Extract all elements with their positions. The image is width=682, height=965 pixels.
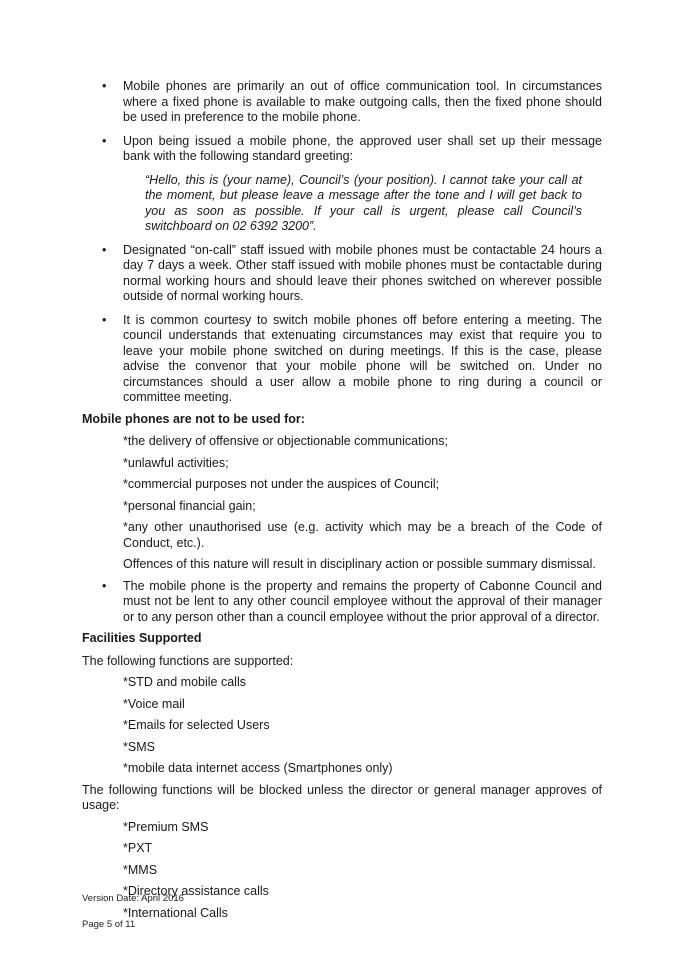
list-item: *International Calls [123,905,228,920]
list-item: *MMS [123,862,158,877]
bullet-icon: • [102,242,107,257]
supported-intro: The following functions are supported: [82,653,294,668]
list-item [82,313,602,406]
list-item: *Directory assistance calls [123,884,269,898]
list-item [82,79,602,126]
bullet-text: The mobile phone is the property and remains the property of Cabonne Council and must not be lent to any other council employee without the approval of their manager or to any person other than a council employee without the prior approval of a director. [123,578,602,624]
bullet-text: Mobile phones are primarily an out of office communication tool. In circumstances where a fixed phone is available to make outgoing calls, then the fixed phone should be used in preference to the mobile phone. [123,79,602,124]
list-item: *Emails for selected Users [123,718,270,732]
blocked-intro: The following functions will be blocked unless the director or general manager approves of usage: [82,782,602,812]
bullet-text: It is common courtesy to switch mobile phones off before entering a meeting. The council understands that extenuating circumstances may exist that require you to leave your mobile phone switched on during meetings. If this is the case, please advise the convenor that your mobile phone will be switched on. Under no circumstances should a user allow a mobile phone to ring during a council or committee meeting. [123,312,602,404]
list-item [82,134,602,165]
footer-version-date: Version Date: April 2016 [82,893,184,904]
list-item: *SMS [123,739,155,754]
document-page [82,79,602,927]
list-item: *Voice mail [123,696,185,711]
bullet-icon: • [102,79,107,93]
list-item [82,243,602,305]
not-used-list [82,434,602,573]
bullet-list-top [82,79,602,165]
list-item: *any other unauthorised use (e.g. activity which may be a breach of the Code of Conduct, etc.). [123,520,602,550]
blocked-list [82,820,602,922]
bullet-list-mid [82,243,602,406]
bullet-icon: • [102,312,107,327]
bullet-text: Upon being issued a mobile phone, the approved user shall set up their message bank with the following standard greeting: [123,133,602,163]
list-item: *unlawful activities; [123,455,229,470]
list-item: *mobile data internet access (Smartphones only) [123,761,393,775]
section-heading-facilities: Facilities Supported [82,631,202,645]
list-item: *Premium SMS [123,819,209,834]
offences-note: Offences of this nature will result in disciplinary action or possible summary dismissal. [123,557,596,571]
bullet-list-property [82,579,602,626]
list-item: *STD and mobile calls [123,675,246,689]
greeting-quote: “Hello, this is (your name), Council’s (your position). I cannot take your call at the moment, but please leave a message after the tone and I will get back to you as soon as possible. If your call is urgent, please call Council’s switchboard on 02 6392 3200”. [145,172,582,233]
list-item: *personal financial gain; [123,498,256,513]
list-item [82,579,602,626]
footer-page-number: Page 5 of 11 [82,919,136,930]
section-heading-not-used: Mobile phones are not to be used for: [82,411,305,426]
supported-list [82,675,602,777]
bullet-icon: • [102,578,107,593]
list-item: *the delivery of offensive or objectionable communications; [123,434,448,448]
list-item: *commercial purposes not under the auspices of Council; [123,477,440,491]
bullet-text: Designated “on-call” staff issued with mobile phones must be contactable 24 hours a day 7 days a week. Other staff issued with mobile phones must be contactable during normal working hours and should leave their phones switched on wherever possible outside of normal working hours. [123,242,602,303]
bullet-icon: • [102,133,107,148]
list-item: *PXT [123,841,153,855]
